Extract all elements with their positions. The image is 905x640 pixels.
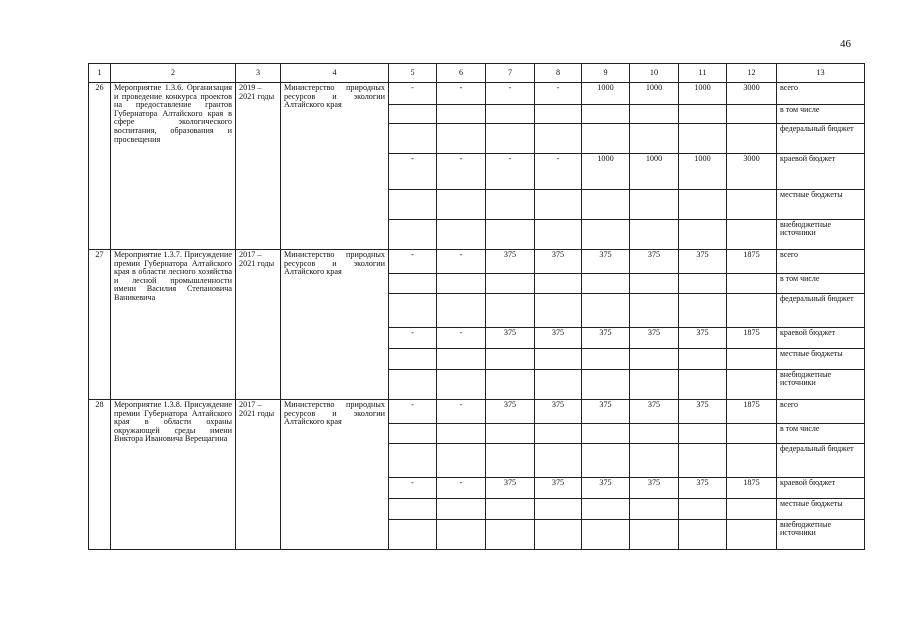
empty-cell [727,424,777,444]
funding-source: внебюджетные источники [777,370,865,400]
empty-cell [437,190,486,220]
column-header: 9 [582,64,630,83]
empty-cell [486,424,535,444]
empty-cell [679,190,727,220]
empty-cell [535,444,582,478]
event-name: Мероприятие 1.3.7. Присуждение премии Губернатора Алтайского края в области лесного хозяйства и лесной промышленности имени Василия Степановича Ваникевича [111,250,236,400]
total-value: - [437,250,486,274]
empty-cell [727,520,777,550]
funding-source: внебюджетные источники [777,520,865,550]
column-header: 4 [281,64,389,83]
empty-cell [437,105,486,124]
empty-cell [727,370,777,400]
regional-value: 1875 [727,328,777,349]
regional-value: 375 [486,328,535,349]
event-period: 2019 – 2021 годы [236,83,281,250]
total-value: 375 [630,250,679,274]
empty-cell [630,294,679,328]
regional-value: 375 [630,478,679,499]
regional-value: 375 [535,328,582,349]
total-value: - [389,83,437,105]
empty-cell [582,294,630,328]
empty-cell [486,220,535,250]
empty-cell [486,349,535,370]
funding-source: всего [777,83,865,105]
regional-value: 375 [486,478,535,499]
funding-source: всего [777,250,865,274]
empty-cell [535,499,582,520]
empty-cell [630,124,679,154]
total-value: 375 [630,400,679,424]
regional-value: - [389,478,437,499]
empty-cell [535,274,582,294]
total-value: - [389,250,437,274]
total-value: 375 [679,400,727,424]
funding-source: местные бюджеты [777,349,865,370]
empty-cell [389,105,437,124]
empty-cell [727,444,777,478]
regional-value: 375 [679,328,727,349]
regional-value: 3000 [727,154,777,190]
row-number: 26 [89,83,111,250]
funding-source: краевой бюджет [777,478,865,499]
empty-cell [582,349,630,370]
event-executor: Министерство природных ресурсов и экологии Алтайского края [281,83,389,250]
event-period: 2017 – 2021 годы [236,400,281,550]
column-header: 11 [679,64,727,83]
empty-cell [437,444,486,478]
empty-cell [679,444,727,478]
funding-source: краевой бюджет [777,154,865,190]
empty-cell [727,124,777,154]
empty-cell [630,520,679,550]
empty-cell [535,349,582,370]
empty-cell [535,105,582,124]
funding-source: федеральный бюджет [777,124,865,154]
empty-cell [727,274,777,294]
page-number: 46 [840,38,851,50]
funding-source: местные бюджеты [777,190,865,220]
empty-cell [437,370,486,400]
empty-cell [727,105,777,124]
empty-cell [727,190,777,220]
regional-value: 375 [582,478,630,499]
funding-source: в том числе [777,424,865,444]
table-row [89,83,865,105]
regional-value: 1000 [679,154,727,190]
empty-cell [582,220,630,250]
column-header: 6 [437,64,486,83]
total-value: 375 [535,250,582,274]
row-number: 27 [89,250,111,400]
empty-cell [630,190,679,220]
empty-cell [437,349,486,370]
event-name: Мероприятие 1.3.6. Организация и проведение конкурса проектов на предоставление грантов Губернатора Алтайского края в сфере экологического воспитания, образования и просвещения [111,83,236,250]
empty-cell [535,190,582,220]
total-value: 3000 [727,83,777,105]
column-header: 10 [630,64,679,83]
empty-cell [582,190,630,220]
total-value: - [486,83,535,105]
empty-cell [389,190,437,220]
empty-cell [679,105,727,124]
empty-cell [582,444,630,478]
total-value: 375 [679,250,727,274]
empty-cell [679,220,727,250]
empty-cell [535,294,582,328]
empty-cell [679,124,727,154]
empty-cell [630,349,679,370]
empty-cell [486,274,535,294]
header-row [89,64,865,83]
empty-cell [630,105,679,124]
total-value: 1000 [582,83,630,105]
table-row [89,400,865,424]
event-name: Мероприятие 1.3.8. Присуждение премии Губернатора Алтайского края в области охраны окружающей среды имени Виктора Ивановича Верещагина [111,400,236,550]
regional-value: - [389,154,437,190]
budget-table [88,63,865,550]
empty-cell [437,499,486,520]
total-value: 1000 [679,83,727,105]
empty-cell [389,444,437,478]
total-value: 1875 [727,400,777,424]
funding-source: в том числе [777,274,865,294]
regional-value: - [437,328,486,349]
empty-cell [389,520,437,550]
regional-value: - [535,154,582,190]
empty-cell [486,105,535,124]
empty-cell [679,294,727,328]
empty-cell [389,370,437,400]
empty-cell [389,274,437,294]
empty-cell [727,499,777,520]
empty-cell [389,424,437,444]
empty-cell [437,294,486,328]
empty-cell [535,124,582,154]
empty-cell [727,349,777,370]
column-header: 1 [89,64,111,83]
total-value: - [389,400,437,424]
row-number: 28 [89,400,111,550]
column-header: 7 [486,64,535,83]
total-value: - [535,83,582,105]
empty-cell [535,520,582,550]
funding-source: федеральный бюджет [777,444,865,478]
regional-value: - [437,154,486,190]
empty-cell [437,220,486,250]
column-header: 12 [727,64,777,83]
column-header: 5 [389,64,437,83]
empty-cell [582,370,630,400]
regional-value: 375 [582,328,630,349]
empty-cell [582,424,630,444]
empty-cell [679,424,727,444]
empty-cell [486,370,535,400]
funding-source: в том числе [777,105,865,124]
total-value: 375 [486,250,535,274]
empty-cell [630,370,679,400]
empty-cell [630,499,679,520]
event-executor: Министерство природных ресурсов и экологии Алтайского края [281,250,389,400]
total-value: - [437,83,486,105]
total-value: 375 [486,400,535,424]
empty-cell [679,349,727,370]
empty-cell [679,499,727,520]
empty-cell [582,499,630,520]
empty-cell [630,274,679,294]
funding-source: краевой бюджет [777,328,865,349]
empty-cell [582,124,630,154]
empty-cell [582,274,630,294]
table-row [89,250,865,274]
regional-value: - [389,328,437,349]
column-header: 13 [777,64,865,83]
empty-cell [437,520,486,550]
empty-cell [630,444,679,478]
empty-cell [630,424,679,444]
empty-cell [535,424,582,444]
empty-cell [679,274,727,294]
regional-value: 375 [679,478,727,499]
total-value: - [437,400,486,424]
regional-value: 375 [630,328,679,349]
event-period: 2017 – 2021 годы [236,250,281,400]
total-value: 1875 [727,250,777,274]
total-value: 375 [535,400,582,424]
empty-cell [582,520,630,550]
empty-cell [437,274,486,294]
empty-cell [389,124,437,154]
funding-source: всего [777,400,865,424]
empty-cell [582,105,630,124]
regional-value: - [486,154,535,190]
regional-value: 1000 [582,154,630,190]
regional-value: 375 [535,478,582,499]
empty-cell [486,499,535,520]
event-executor: Министерство природных ресурсов и экологии Алтайского края [281,400,389,550]
empty-cell [389,294,437,328]
empty-cell [630,220,679,250]
funding-source: внебюджетные источники [777,220,865,250]
empty-cell [389,220,437,250]
empty-cell [535,220,582,250]
total-value: 375 [582,250,630,274]
column-header: 8 [535,64,582,83]
empty-cell [486,190,535,220]
total-value: 1000 [630,83,679,105]
empty-cell [389,349,437,370]
funding-source: федеральный бюджет [777,294,865,328]
empty-cell [679,370,727,400]
empty-cell [437,424,486,444]
empty-cell [727,294,777,328]
total-value: 375 [582,400,630,424]
funding-source: местные бюджеты [777,499,865,520]
empty-cell [437,124,486,154]
empty-cell [535,370,582,400]
empty-cell [389,499,437,520]
regional-value: 1875 [727,478,777,499]
empty-cell [486,444,535,478]
column-header: 2 [111,64,236,83]
empty-cell [486,520,535,550]
regional-value: 1000 [630,154,679,190]
empty-cell [727,220,777,250]
empty-cell [486,124,535,154]
column-header: 3 [236,64,281,83]
empty-cell [486,294,535,328]
empty-cell [679,520,727,550]
regional-value: - [437,478,486,499]
